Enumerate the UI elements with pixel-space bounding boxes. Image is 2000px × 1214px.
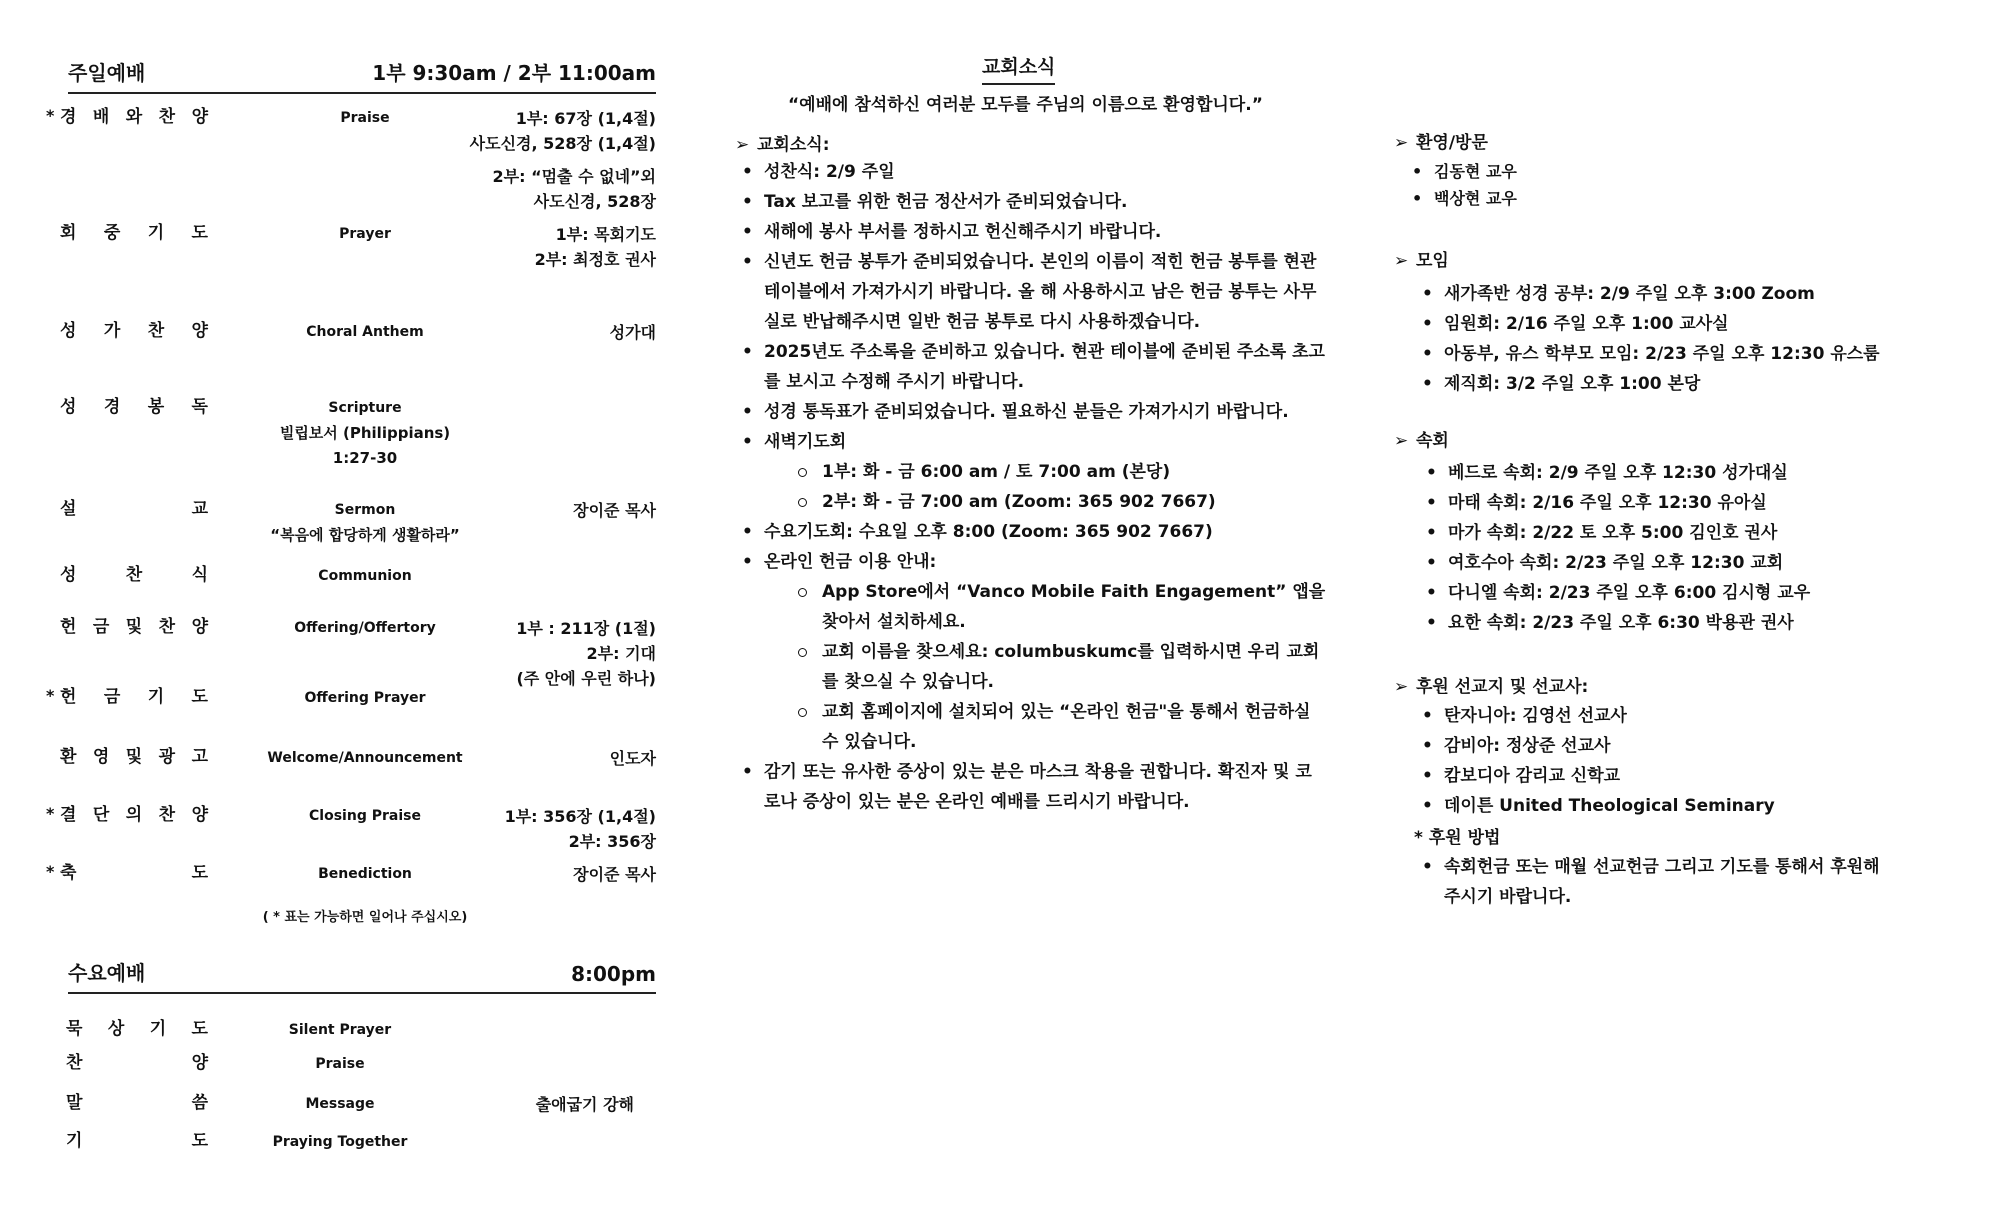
order-korean-name xyxy=(60,106,208,128)
sub-item: 교회 홈페이지에 설치되어 있는 “온라인 헌금"을 통해서 헌금하실 수 있습니다. xyxy=(764,697,1326,757)
standing-star: * xyxy=(46,686,55,705)
support-method-label: * 후원 방법 xyxy=(1414,828,1501,848)
sub-item: App Store에서 “Vanco Mobile Faith Engagement” 앱을 찾아서 설치하세요. xyxy=(764,577,1326,637)
order-detail-right xyxy=(573,498,656,523)
korean-char: 고 xyxy=(191,747,208,767)
korean-char: 경 xyxy=(60,107,77,127)
news-title: 교회소식 xyxy=(982,52,1055,85)
korean-char: 와 xyxy=(125,107,143,127)
korean-char: 묵 xyxy=(66,1019,83,1039)
news-list xyxy=(736,157,1326,817)
order-english-name xyxy=(250,498,480,548)
order-english-name xyxy=(250,222,480,247)
order-english-label: Praying Together xyxy=(272,1134,408,1150)
order-korean-name xyxy=(60,396,208,418)
korean-char: 양 xyxy=(191,805,208,825)
korean-char: 찬 xyxy=(158,107,176,127)
order-english-label: Welcome/Announcement xyxy=(267,750,463,766)
order-english-name xyxy=(250,396,480,471)
korean-char: 경 xyxy=(103,397,121,417)
arrow-icon: ➢ xyxy=(735,135,750,155)
dawn-prayer-sublist xyxy=(764,457,1326,517)
korean-char: 배 xyxy=(92,107,110,127)
order-english-name xyxy=(250,320,480,345)
order-korean-name xyxy=(66,1092,208,1114)
order-detail-line: 1부: 목회기도 xyxy=(555,225,656,244)
meetings-list xyxy=(1416,279,1976,399)
arrow-icon: ➢ xyxy=(1394,133,1409,153)
order-detail-line: 장이준 목사 xyxy=(573,865,656,884)
support-method-list xyxy=(1416,852,1896,912)
order-korean-name xyxy=(60,686,208,708)
news-heading-label: 교회소식: xyxy=(757,135,830,155)
order-detail-line: 장이준 목사 xyxy=(573,501,656,520)
welcome-visit-label: 환영/방문 xyxy=(1416,133,1488,153)
welcome-visit-heading xyxy=(1394,128,1488,153)
order-detail-right xyxy=(573,862,656,887)
meeting-item: • 임원회: 2/16 주일 오후 1:00 교사실 xyxy=(1416,309,1976,339)
order-detail-right xyxy=(516,616,656,691)
news-item: • 감기 또는 유사한 증상이 있는 분은 마스크 착용을 권합니다. 확진자 및 코로나 증상이 있는 분은 온라인 예배를 드리시기 바랍니다. xyxy=(736,757,1326,817)
cell-group-item: • 마가 속회: 2/22 토 오후 5:00 김인호 권사 xyxy=(1420,518,1980,548)
order-korean-name xyxy=(60,498,208,520)
order-english-label: Closing Praise xyxy=(309,808,421,824)
korean-char: 상 xyxy=(107,1019,125,1039)
cell-group-item: • 베드로 속회: 2/9 주일 오후 12:30 성가대실 xyxy=(1420,458,1980,488)
order-english-label: Sermon xyxy=(334,502,396,518)
order-detail-right xyxy=(610,746,656,771)
news-item: • 2025년도 주소록을 준비하고 있습니다. 현관 테이블에 준비된 주소록 초고를 보시고 수정해 주시기 바랍니다. xyxy=(736,337,1326,397)
korean-char: 헌 xyxy=(60,687,77,707)
order-detail-right: 출애굽기 강해 xyxy=(535,1095,634,1114)
korean-char: 및 xyxy=(125,747,143,767)
support-method-item: • 속회헌금 또는 매월 선교헌금 그리고 기도를 통해서 후원해 주시기 바랍니다. xyxy=(1416,852,1896,912)
order-english-label: Prayer xyxy=(339,226,391,242)
news-item: • 새해에 봉사 부서를 정하시고 헌신해주시기 바랍니다. xyxy=(736,217,1326,247)
standing-star: * xyxy=(46,862,55,881)
korean-char: 기 xyxy=(147,687,165,707)
korean-char: 찬 xyxy=(147,321,165,341)
news-item: • 수요기도회: 수요일 오후 8:00 (Zoom: 365 902 7667) xyxy=(736,517,1326,547)
cell-group-list xyxy=(1420,458,1980,638)
news-heading xyxy=(735,130,830,155)
news-item: • 성찬식: 2/9 주일 xyxy=(736,157,1326,187)
cell-group-item: • 요한 속회: 2/23 주일 오후 6:30 박용관 권사 xyxy=(1420,608,1980,638)
mission-item: • 탄자니아: 김영선 선교사 xyxy=(1416,701,1976,731)
mission-item: • 캄보디아 감리교 신학교 xyxy=(1416,761,1976,791)
korean-char: 찬 xyxy=(158,617,176,637)
meeting-item: • 제직회: 3/2 주일 오후 1:00 본당 xyxy=(1416,369,1976,399)
order-english-label: Praise xyxy=(340,110,390,126)
order-english-label: Benediction xyxy=(318,866,412,882)
standing-star: * xyxy=(46,106,55,125)
korean-char: 독 xyxy=(191,397,208,417)
news-item-label: • 온라인 헌금 이용 안내: xyxy=(764,552,937,572)
mission-item: • 감비아: 정상준 선교사 xyxy=(1416,731,1976,761)
order-detail-line: 2부: 기대 xyxy=(586,644,656,663)
sub-item: 2부: 화 - 금 7:00 am (Zoom: 365 902 7667) xyxy=(764,487,1326,517)
korean-char: 말 xyxy=(66,1093,83,1113)
korean-char: 중 xyxy=(103,223,121,243)
welcome-visit-list xyxy=(1406,158,1966,212)
korean-char: 설 xyxy=(60,499,77,519)
order-korean-name xyxy=(60,320,208,342)
order-english-label: Scripture xyxy=(328,400,402,416)
order-detail-line: 인도자 xyxy=(609,749,656,768)
sunday-worship-header xyxy=(68,58,656,94)
order-detail-line: 1부: 67장 (1,4절) xyxy=(515,109,656,128)
korean-char: 양 xyxy=(191,107,208,127)
korean-char: 씀 xyxy=(191,1093,208,1113)
korean-char: 찬 xyxy=(66,1053,83,1073)
sub-item: 교회 이름을 찾으세요: columbuskumc를 입력하시면 우리 교회를 찾으실 수 있습니다. xyxy=(764,637,1326,697)
order-english-label: Praise xyxy=(315,1056,365,1072)
meetings-heading xyxy=(1394,246,1449,271)
korean-char: 성 xyxy=(60,397,77,417)
visitor-item: • 김동현 교우 xyxy=(1406,158,1966,185)
cell-group-heading xyxy=(1394,426,1449,451)
korean-char: 축 xyxy=(60,863,77,883)
order-korean-name xyxy=(60,804,208,826)
korean-char: 및 xyxy=(125,617,143,637)
order-detail-line: 1부 : 211장 (1절) xyxy=(516,619,656,638)
korean-char: 교 xyxy=(191,499,208,519)
korean-char: 영 xyxy=(92,747,110,767)
order-english-label: Choral Anthem xyxy=(306,324,424,340)
order-korean-name xyxy=(60,746,208,768)
sub-item: 1부: 화 - 금 6:00 am / 토 7:00 am (본당) xyxy=(764,457,1326,487)
order-detail-right xyxy=(505,804,656,854)
missions-heading xyxy=(1394,672,1588,697)
order-detail: 1:27-30 xyxy=(332,449,398,467)
korean-char: 도 xyxy=(191,223,208,243)
order-english-label: Silent Prayer xyxy=(288,1022,392,1038)
news-item: • Tax 보고를 위한 헌금 정산서가 준비되었습니다. xyxy=(736,187,1326,217)
order-english-name xyxy=(250,804,480,829)
cell-group-item: • 마태 속회: 2/16 주일 오후 12:30 유아실 xyxy=(1420,488,1980,518)
order-detail-line: 사도신경, 528장 xyxy=(533,192,656,211)
korean-char: 광 xyxy=(158,747,176,767)
korean-char: 도 xyxy=(191,1019,208,1039)
visitor-item: • 백상현 교우 xyxy=(1406,185,1966,212)
order-korean-name xyxy=(66,1130,208,1152)
wednesday-worship-time: 8:00pm xyxy=(571,962,656,986)
order-korean-name xyxy=(60,222,208,244)
order-detail-right xyxy=(535,222,656,272)
standing-star: * xyxy=(46,804,55,823)
order-detail: 빌립보서 (Philippians) xyxy=(279,424,451,442)
order-english-label: Offering/Offertory xyxy=(294,620,436,636)
welcome-message: “예배에 참석하신 여러분 모두를 주님의 이름으로 환영합니다.” xyxy=(788,95,1263,115)
news-item-label: • 새벽기도회 xyxy=(764,432,847,452)
order-english-name xyxy=(250,686,480,711)
arrow-icon: ➢ xyxy=(1394,431,1409,451)
standing-note: ( * 표는 가능하면 일어나 주십시오) xyxy=(262,910,468,925)
korean-char: 도 xyxy=(191,687,208,707)
order-detail-right xyxy=(610,320,656,345)
korean-char: 결 xyxy=(60,805,77,825)
korean-char: 기 xyxy=(66,1131,83,1151)
sunday-worship-time: 1부 9:30am / 2부 11:00am xyxy=(372,61,656,85)
meeting-item: • 새가족반 성경 공부: 2/9 주일 오후 3:00 Zoom xyxy=(1416,279,1976,309)
order-english-name xyxy=(250,564,480,589)
order-detail-line: 사도신경, 528장 (1,4절) xyxy=(469,134,656,153)
korean-char: 양 xyxy=(191,1053,208,1073)
order-detail-line: 성가대 xyxy=(609,323,656,342)
meetings-label: 모임 xyxy=(1416,251,1449,271)
order-detail-line: 2부: “멈출 수 없네”외 xyxy=(492,167,656,186)
order-english-name xyxy=(250,616,480,641)
order-korean-name xyxy=(60,862,208,884)
online-offering-sublist xyxy=(764,577,1326,757)
meeting-item: • 아동부, 유스 학부모 모임: 2/23 주일 오후 12:30 유스룸 xyxy=(1416,339,1976,369)
order-korean-name xyxy=(60,616,208,638)
wednesday-worship-title: 수요예배 xyxy=(68,961,146,985)
arrow-icon: ➢ xyxy=(1394,677,1409,697)
order-detail-right xyxy=(470,106,656,214)
news-item-dawn-prayer xyxy=(736,427,1326,517)
news-item: • 성경 통독표가 준비되었습니다. 필요하신 분들은 가져가시기 바랍니다. xyxy=(736,397,1326,427)
korean-char: 찬 xyxy=(125,565,143,585)
order-detail-line: 1부: 356장 (1,4절) xyxy=(504,807,656,826)
korean-char: 찬 xyxy=(158,805,176,825)
arrow-icon: ➢ xyxy=(1394,251,1409,271)
order-english-label: Communion xyxy=(318,568,412,584)
korean-char: 봉 xyxy=(147,397,165,417)
order-korean-name xyxy=(60,564,208,586)
order-korean-name xyxy=(66,1052,208,1074)
korean-char: 도 xyxy=(191,863,208,883)
cell-group-item: • 다니엘 속회: 2/23 주일 오후 6:00 김시형 교우 xyxy=(1420,578,1980,608)
korean-char: 단 xyxy=(92,805,110,825)
order-english-name xyxy=(250,746,480,771)
korean-char: 헌 xyxy=(60,617,77,637)
order-english-name xyxy=(250,106,480,131)
cell-group-item: • 여호수아 속회: 2/23 주일 오후 12:30 교회 xyxy=(1420,548,1980,578)
order-detail: “복음에 합당하게 생활하라” xyxy=(270,526,460,544)
news-item-online-offering xyxy=(736,547,1326,757)
korean-char: 의 xyxy=(125,805,143,825)
order-english-label: Offering Prayer xyxy=(304,690,426,706)
korean-char: 기 xyxy=(149,1019,167,1039)
order-detail-line: 2부: 최정호 권사 xyxy=(534,250,656,269)
mission-item: • 데이튼 United Theological Seminary xyxy=(1416,791,1976,821)
order-english-name xyxy=(250,862,480,887)
cell-group-label: 속회 xyxy=(1416,431,1449,451)
korean-char: 기 xyxy=(147,223,165,243)
korean-char: 도 xyxy=(191,1131,208,1151)
korean-char: 식 xyxy=(191,565,208,585)
korean-char: 가 xyxy=(103,321,121,341)
news-item: • 신년도 헌금 봉투가 준비되었습니다. 본인의 이름이 적힌 헌금 봉투를 현관 테이블에서 가져가시기 바랍니다. 올 해 사용하시고 남은 헌금 봉투는 사무실로 반납해주시면 일반 헌금 봉투로 다시 사용하겠습니다. xyxy=(736,247,1326,337)
korean-char: 금 xyxy=(103,687,121,707)
wednesday-worship-header xyxy=(68,958,656,994)
order-detail-line: 2부: 356장 xyxy=(568,832,656,851)
missions-label: 후원 선교지 및 선교사: xyxy=(1416,677,1589,697)
korean-char: 환 xyxy=(60,747,77,767)
order-detail-line: (주 안에 우린 하나) xyxy=(516,669,656,688)
korean-char: 양 xyxy=(191,617,208,637)
korean-char: 성 xyxy=(60,321,77,341)
korean-char: 양 xyxy=(191,321,208,341)
order-korean-name xyxy=(66,1018,208,1040)
korean-char: 금 xyxy=(92,617,110,637)
order-english-label: Message xyxy=(305,1096,375,1112)
korean-char: 성 xyxy=(60,565,77,585)
sunday-worship-title: 주일예배 xyxy=(68,61,146,85)
korean-char: 회 xyxy=(60,223,77,243)
missions-list xyxy=(1416,701,1976,821)
